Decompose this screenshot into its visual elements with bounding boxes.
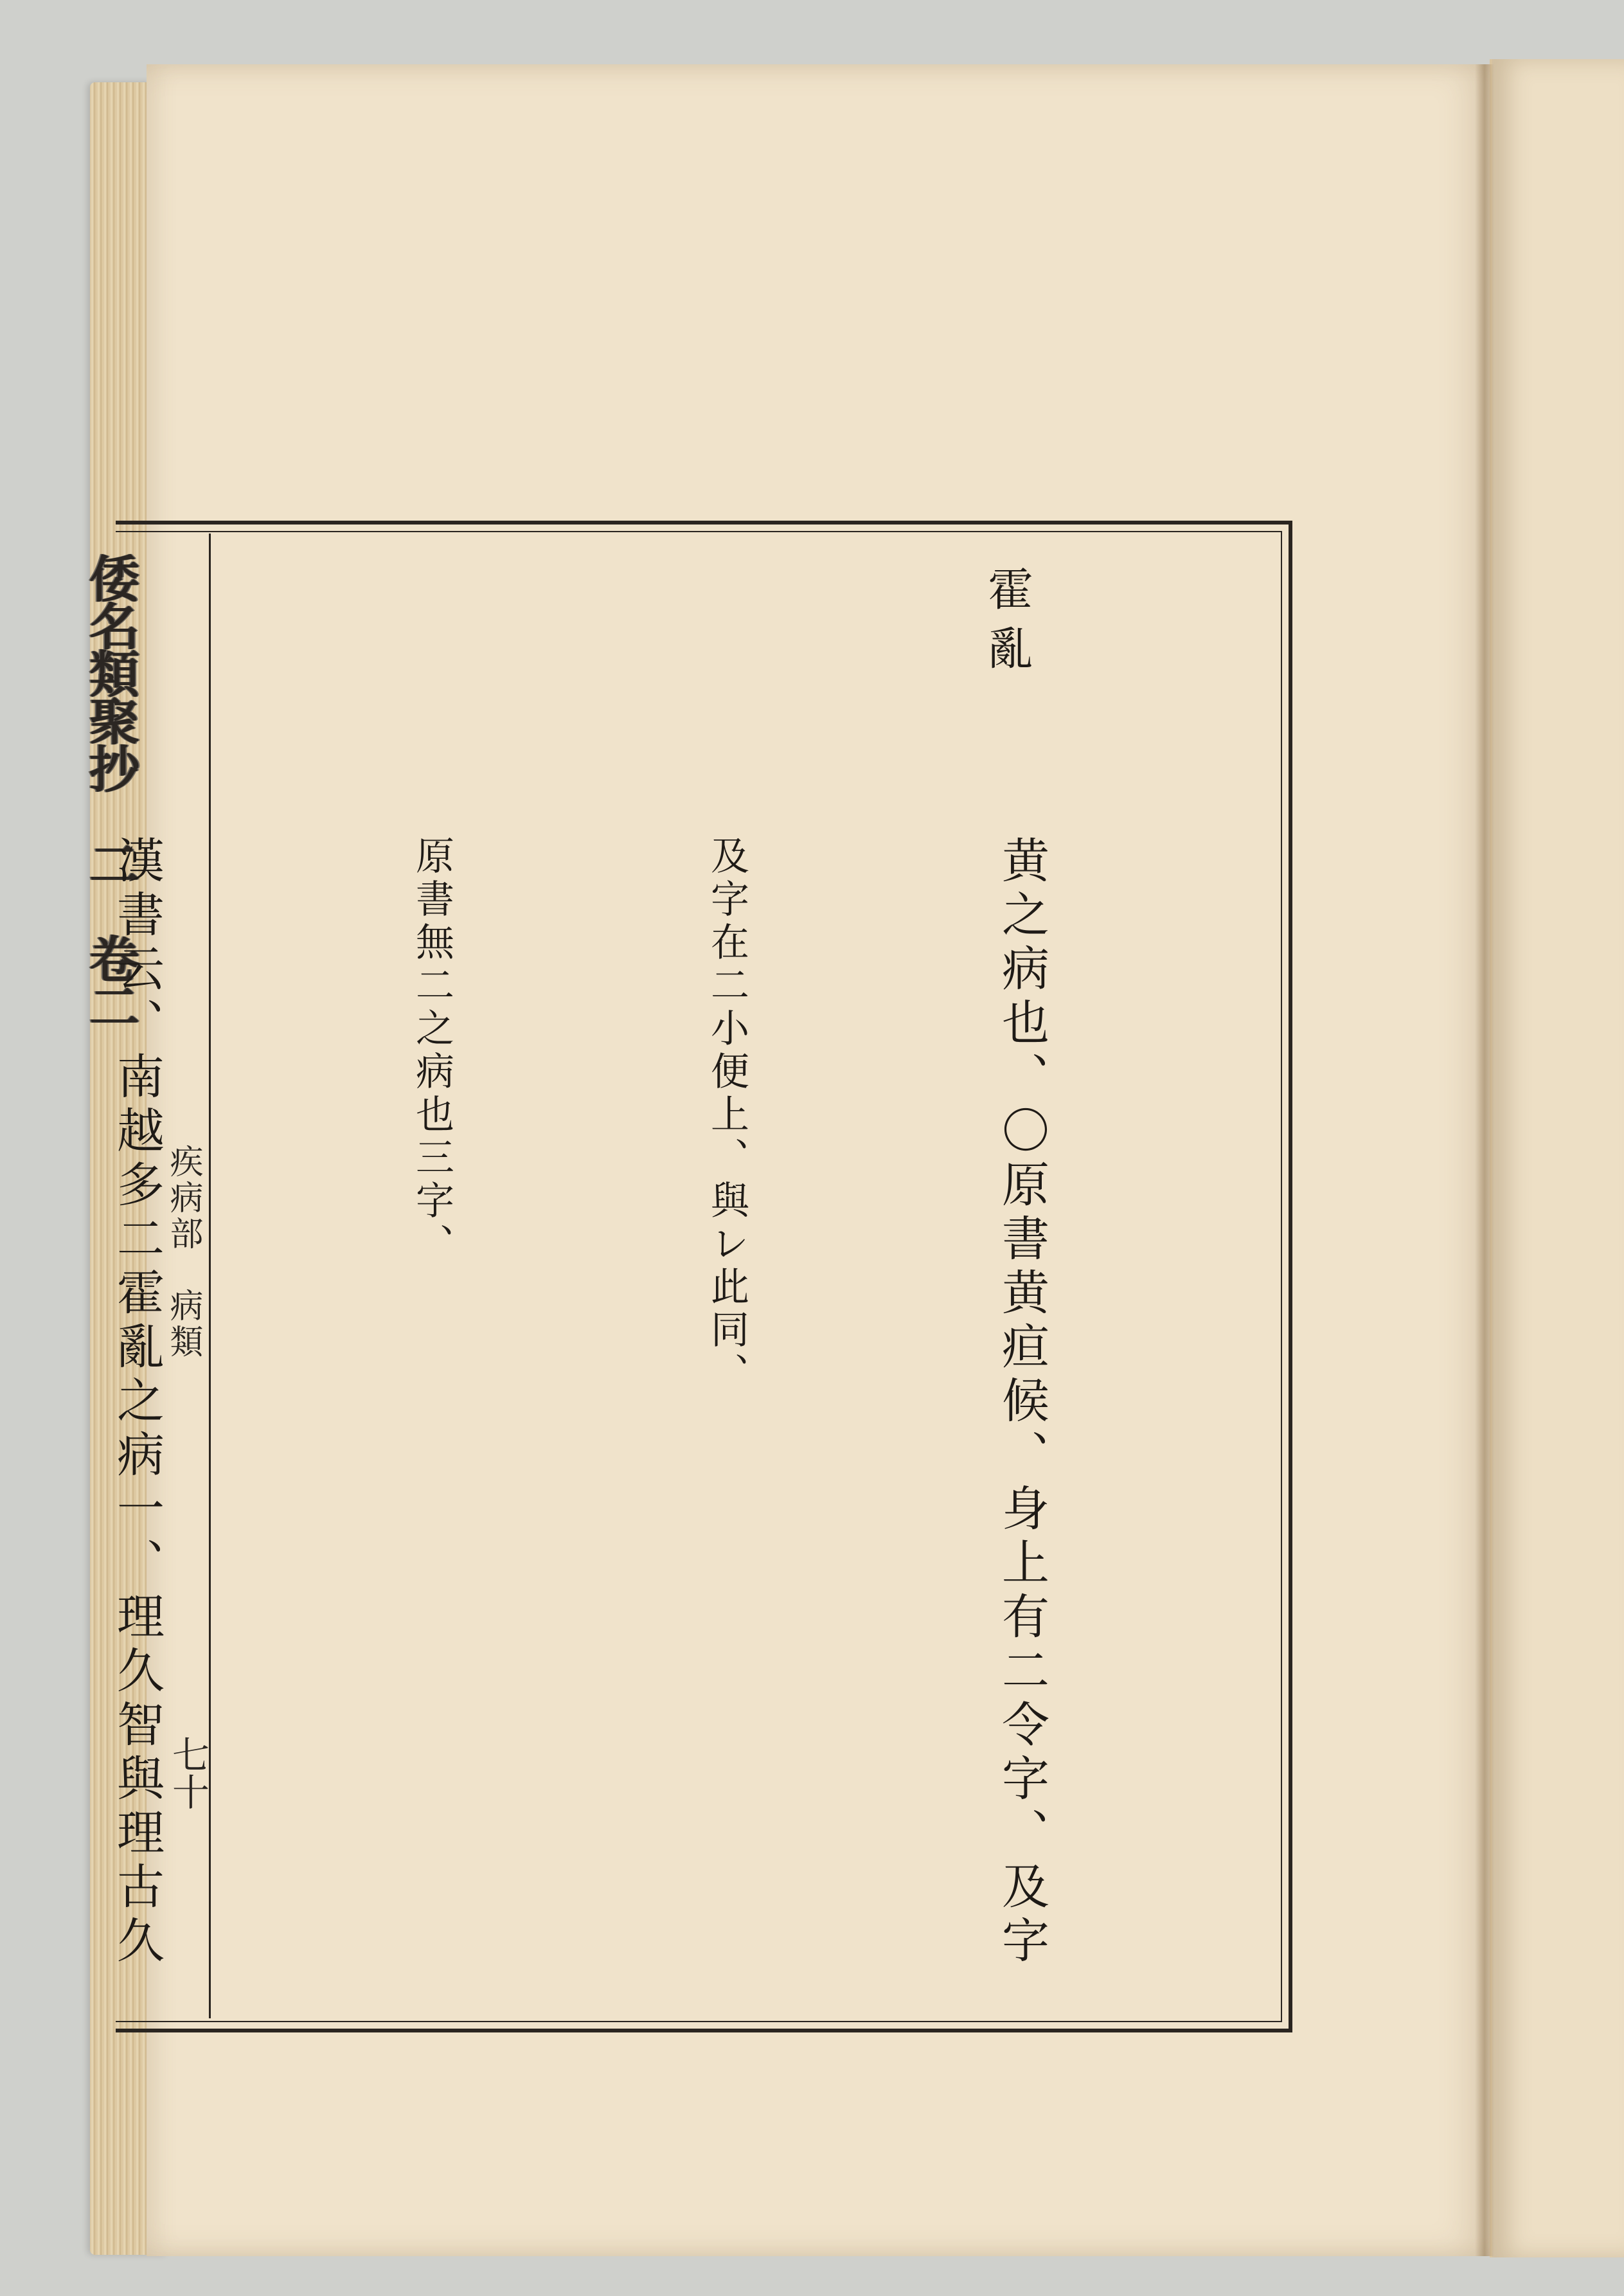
facing-page bbox=[1490, 59, 1624, 2257]
page-number: 七十 bbox=[166, 1735, 210, 1810]
entry-heading: 霍亂 bbox=[981, 566, 1033, 684]
text-line: 及字在二小便上、與レ此同、 bbox=[704, 836, 749, 1395]
book-gutter bbox=[1475, 64, 1494, 2256]
text-line: 漢書云、南越多二霍亂之病一、理久智與理古久 bbox=[109, 836, 165, 1969]
body-text bbox=[0, 836, 1267, 2005]
book-title: 倭名類聚抄 二 卷二 bbox=[81, 553, 139, 1028]
section-label: 疾病部 病類 bbox=[164, 1144, 202, 1360]
text-line: 黄之病也、〇原書黄疸候、身上有二令字、及字 bbox=[994, 836, 1049, 1969]
text-line: 原書無二之病也三字、 bbox=[409, 836, 454, 1266]
